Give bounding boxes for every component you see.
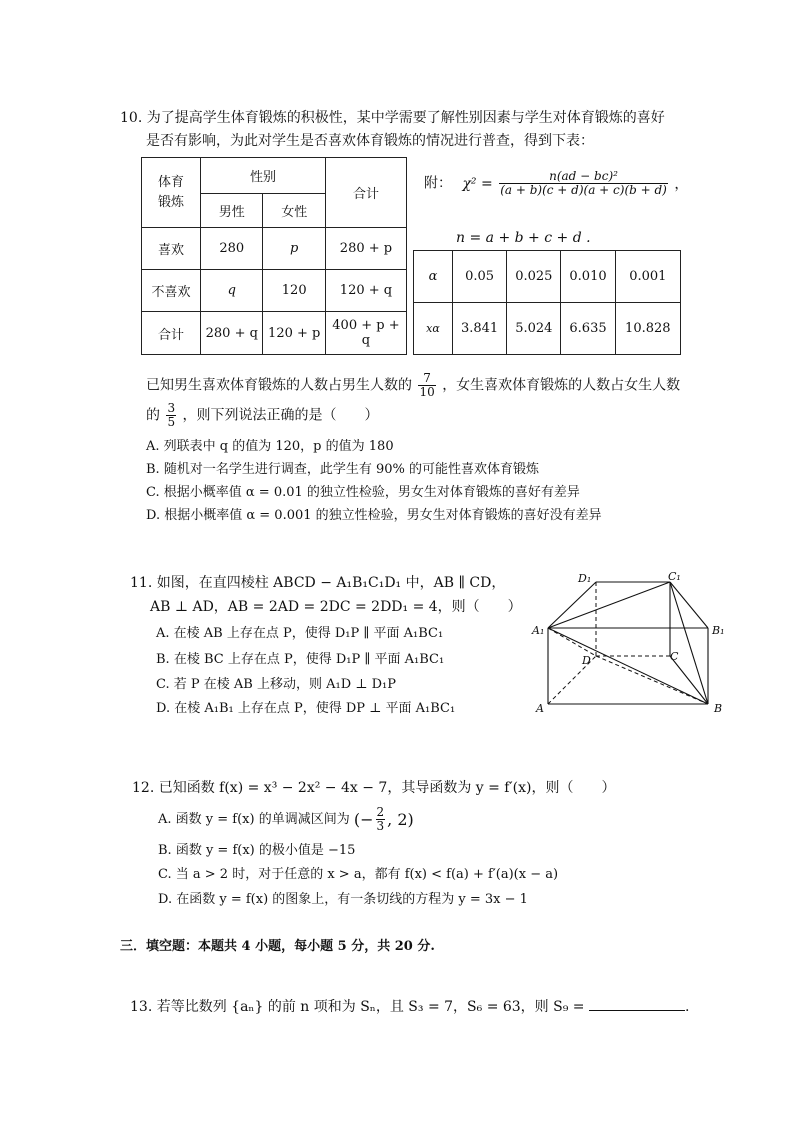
n-definition: n = a + b + c + d . [456,230,591,246]
label-a1: A₁ [532,624,545,637]
q11-stem-line1: 11. 如图，在直四棱柱 ABCD − A₁B₁C₁D₁ 中，AB ∥ CD， [130,575,506,591]
label-d1: D₁ [578,572,592,585]
table-row: 喜欢 280 p 280 + p [142,228,407,270]
q12-option-c: C. 当 a > 2 时，对于任意的 x > a，都有 f(x) < f(a) + f′(a)(x − a) [158,867,559,882]
q13-stem: 13. 若等比数列 {aₙ} 的前 n 项和为 Sₙ，且 S₃ = 7，S₆ = 63，则 S₉ = . [130,996,689,1016]
q11-option-a: A. 在棱 AB 上存在点 P，使得 D₁P ∥ 平面 A₁BC₁ [156,626,444,641]
table-header-female: 女性 [263,194,325,228]
q10-stem-line1: 10. 为了提高学生体育锻炼的积极性，某中学需要了解性别因素与学生对体育锻炼的喜好 [120,110,665,126]
label-d: D [582,654,591,667]
edge-a1d1 [548,582,596,628]
x-alpha-label: xα [414,303,453,355]
q10-option-d: D. 根据小概率值 α = 0.001 的独立性检验，男女生对体育锻炼的喜好没有差异 [146,508,602,523]
q11-option-d: D. 在棱 A₁B₁ 上存在点 P，使得 DP ⊥ 平面 A₁BC₁ [156,701,456,716]
prism-figure [530,570,730,720]
critical-value-table: α 0.05 0.025 0.010 0.001 xα 3.841 5.024 6.635 10.828 [413,250,681,355]
label-c: C [670,650,679,663]
table-header-gender: 性别 [201,158,326,194]
edge-c1b [670,582,708,704]
section-heading: 三．填空题：本题共 4 小题，每小题 5 分，共 20 分. [120,939,435,954]
q12-stem: 12. 已知函数 f(x) = x³ − 2x² − 4x − 7，其导函数为 y = f′(x)，则（ ） [132,780,616,796]
table-row: 合计 280 + q 120 + p 400 + p + q [142,312,407,355]
q10-option-c: C. 根据小概率值 α = 0.01 的独立性检验，男女生对体育锻炼的喜好有差异 [146,485,580,500]
q10-stem-line2: 是否有影响，为此对学生是否喜欢体育锻炼的情况进行普查，得到下表： [146,133,594,149]
edge-db-hidden [596,656,708,704]
alpha-label: α [414,251,453,303]
q11-option-c: C. 若 P 在棱 AB 上移动，则 A₁D ⊥ D₁P [156,677,396,692]
q12-option-a: A. 函数 y = f(x) 的单调减区间为 (− $\frac{2}{3}$ , 2) [158,805,414,833]
q10-condition-line1: 已知男生喜欢体育锻炼的人数占男生人数的 $\frac{7}{10}$ ，女生喜欢体育锻炼的人数占女生人数 [146,371,681,399]
edge-bc [670,656,708,704]
table-header-total: 合计 [325,158,406,228]
q11-option-b: B. 在棱 BC 上存在点 P，使得 D₁P ∥ 平面 A₁BC₁ [156,652,445,667]
table-header-male: 男性 [201,194,263,228]
label-b: B [714,702,723,715]
label-c1: C₁ [668,570,681,583]
table-row: 不喜欢 q 120 120 + q [142,270,407,312]
contingency-table [141,157,407,355]
q10-option-b: B. 随机对一名学生进行调查，此学生有 90% 的可能性喜欢体育锻炼 [146,462,539,477]
fraction-3-5: $\frac{3}{5}$ [167,401,176,429]
edge-a1d-hidden [548,628,596,656]
edge-a1b [548,628,708,704]
table-header-pref: 体育锻炼 [142,158,201,228]
edge-c1b1 [670,582,708,628]
answer-blank[interactable] [589,996,685,1011]
label-b1: B₁ [712,624,725,637]
fraction-7-10: $\frac{7}{10}$ [419,371,435,399]
q10-condition-line2: 的 $\frac{3}{5}$ ，则下列说法正确的是（ ） [146,401,379,429]
q12-option-d: D. 在函数 y = f(x) 的图象上，有一条切线的方程为 y = 3x − 1 [158,892,528,907]
q11-stem-line2: AB ⊥ AD，AB = 2AD = 2DC = 2DD₁ = 4，则（ ） [150,599,522,615]
edge-a1c1 [548,582,670,628]
q12-option-b: B. 函数 y = f(x) 的极小值是 −15 [158,843,356,858]
label-a: A [536,702,544,715]
chi-square-formula: 附： χ² = $\frac{\text{n(ad − bc)²}}{(a + b)(c + d)(a + c)(b + d)}$ ， [424,169,689,197]
q10-option-a: A. 列联表中 q 的值为 120，p 的值为 180 [146,439,394,454]
